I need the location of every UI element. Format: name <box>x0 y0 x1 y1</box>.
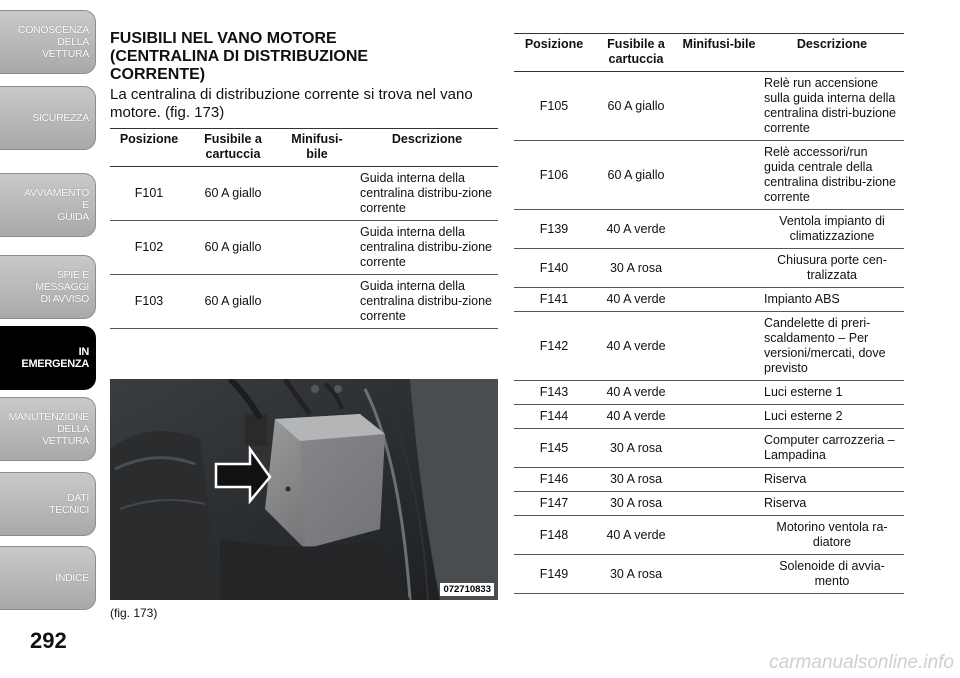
cell-description: Candelette di preri-scaldamento – Per versioni/mercati, dove previsto <box>760 312 904 381</box>
cell-cartridge: 60 A giallo <box>188 275 278 329</box>
cell-mini <box>678 381 760 405</box>
cell-cartridge: 60 A giallo <box>594 72 678 141</box>
cell-description: Guida interna della centralina distribu-zione corrente <box>356 167 498 221</box>
cell-cartridge: 60 A giallo <box>188 221 278 275</box>
cell-position: F101 <box>110 167 188 221</box>
cell-cartridge: 40 A verde <box>594 288 678 312</box>
tab-label: DATI TECNICI <box>49 492 89 516</box>
table-header-row <box>514 34 904 72</box>
table-row <box>514 288 904 312</box>
tab-label: CONOSCENZA DELLA VETTURA <box>17 24 89 60</box>
cell-description: Solenoide di avvia-mento <box>760 555 904 594</box>
cell-mini <box>678 72 760 141</box>
cell-position: F106 <box>514 141 594 210</box>
cell-position: F139 <box>514 210 594 249</box>
table-row <box>514 429 904 468</box>
cell-mini <box>678 516 760 555</box>
cell-position: F143 <box>514 381 594 405</box>
table-row <box>514 492 904 516</box>
cell-mini <box>678 468 760 492</box>
tab-spie-messaggi[interactable] <box>0 255 96 319</box>
tab-label: INDICE <box>55 572 89 584</box>
fuse-table-right <box>514 33 904 594</box>
cell-mini <box>678 288 760 312</box>
left-column <box>110 30 498 329</box>
cell-position: F141 <box>514 288 594 312</box>
intro-text: La centralina di distribuzione corrente si trova nel vano motore. (fig. 173) <box>110 86 473 121</box>
tab-in-emergenza[interactable] <box>0 326 96 390</box>
header-position: Posizione <box>514 34 594 72</box>
cell-cartridge: 40 A verde <box>594 312 678 381</box>
cell-description: Motorino ventola ra-diatore <box>760 516 904 555</box>
cell-cartridge: 60 A giallo <box>594 141 678 210</box>
cell-mini <box>678 312 760 381</box>
cell-cartridge: 30 A rosa <box>594 429 678 468</box>
table-row <box>514 210 904 249</box>
cell-cartridge: 40 A verde <box>594 381 678 405</box>
cell-description: Relè accessori/run guida centrale della centralina distribu-zione corrente <box>760 141 904 210</box>
cell-description: Relè run accensione sulla guida interna della centralina distri-buzione corrente <box>760 72 904 141</box>
header-cartridge: Fusibile a cartuccia <box>594 34 678 72</box>
fuse-table-left <box>110 128 498 329</box>
cell-cartridge: 60 A giallo <box>188 167 278 221</box>
table-row <box>514 381 904 405</box>
cell-position: F149 <box>514 555 594 594</box>
tab-manutenzione-vettura[interactable] <box>0 397 96 461</box>
cell-mini <box>678 210 760 249</box>
engine-bay-illustration <box>110 379 498 600</box>
table-row <box>514 249 904 288</box>
tab-dati-tecnici[interactable] <box>0 472 96 536</box>
tab-label: SPIE E MESSAGGI DI AVVISO <box>35 269 89 305</box>
cell-position: F142 <box>514 312 594 381</box>
table-row <box>110 275 498 329</box>
tab-avviamento-guida[interactable] <box>0 173 96 237</box>
table-row <box>514 555 904 594</box>
cell-mini <box>278 221 356 275</box>
table-row <box>514 72 904 141</box>
table-header-row <box>110 129 498 167</box>
cell-mini <box>678 429 760 468</box>
cell-mini <box>678 555 760 594</box>
cell-description: Riserva <box>760 492 904 516</box>
cell-cartridge: 30 A rosa <box>594 492 678 516</box>
cell-cartridge: 30 A rosa <box>594 555 678 594</box>
cell-mini <box>278 167 356 221</box>
header-cartridge: Fusibile a cartuccia <box>188 129 278 167</box>
cell-position: F145 <box>514 429 594 468</box>
tab-conoscenza-vettura[interactable] <box>0 10 96 74</box>
header-position: Posizione <box>110 129 188 167</box>
header-mini: Minifusi-bile <box>278 129 356 167</box>
cell-position: F148 <box>514 516 594 555</box>
right-column <box>514 33 904 594</box>
table-row <box>514 516 904 555</box>
cell-position: F146 <box>514 468 594 492</box>
photo-code: 072710833 <box>440 583 494 596</box>
cell-cartridge: 40 A verde <box>594 516 678 555</box>
cell-position: F105 <box>514 72 594 141</box>
cell-cartridge: 30 A rosa <box>594 249 678 288</box>
cell-description: Chiusura porte cen-tralizzata <box>760 249 904 288</box>
cell-description: Guida interna della centralina distribu-zione corrente <box>356 275 498 329</box>
cell-description: Impianto ABS <box>760 288 904 312</box>
cell-description: Guida interna della centralina distribu-zione corrente <box>356 221 498 275</box>
figure-caption: (fig. 173) <box>110 606 158 620</box>
page-number: 292 <box>30 628 67 653</box>
cell-mini <box>678 492 760 516</box>
cell-mini <box>678 249 760 288</box>
section-title: FUSIBILI NEL VANO MOTORE (CENTRALINA DI DISTRIBUZIONE CORRENTE) <box>110 30 369 83</box>
table-row <box>110 167 498 221</box>
cell-position: F103 <box>110 275 188 329</box>
cell-mini <box>278 275 356 329</box>
header-mini: Minifusi-bile <box>678 34 760 72</box>
cell-description: Ventola impianto di climatizzazione <box>760 210 904 249</box>
cell-mini <box>678 141 760 210</box>
cell-description: Riserva <box>760 468 904 492</box>
tab-label: IN EMERGENZA <box>21 346 89 370</box>
cell-cartridge: 40 A verde <box>594 210 678 249</box>
header-description: Descrizione <box>760 34 904 72</box>
cell-cartridge: 40 A verde <box>594 405 678 429</box>
table-row <box>110 221 498 275</box>
tab-label: SICUREZZA <box>32 112 89 124</box>
chapter-sidebar <box>0 0 100 678</box>
table-row <box>514 468 904 492</box>
cell-position: F147 <box>514 492 594 516</box>
table-row <box>514 312 904 381</box>
table-row <box>514 141 904 210</box>
watermark: carmanualsonline.info <box>769 652 954 673</box>
header-description: Descrizione <box>356 129 498 167</box>
cell-position: F102 <box>110 221 188 275</box>
cell-position: F144 <box>514 405 594 429</box>
cell-position: F140 <box>514 249 594 288</box>
cell-description: Computer carrozzeria – Lampadina <box>760 429 904 468</box>
cell-cartridge: 30 A rosa <box>594 468 678 492</box>
table-row <box>514 405 904 429</box>
tab-sicurezza[interactable] <box>0 86 96 150</box>
cell-description: Luci esterne 2 <box>760 405 904 429</box>
tab-label: AVVIAMENTO E GUIDA <box>24 187 89 223</box>
cell-description: Luci esterne 1 <box>760 381 904 405</box>
cell-mini <box>678 405 760 429</box>
engine-bay-photo <box>110 379 498 600</box>
tab-label: MANUTENZIONE DELLA VETTURA <box>8 411 89 447</box>
tab-indice[interactable] <box>0 546 96 610</box>
